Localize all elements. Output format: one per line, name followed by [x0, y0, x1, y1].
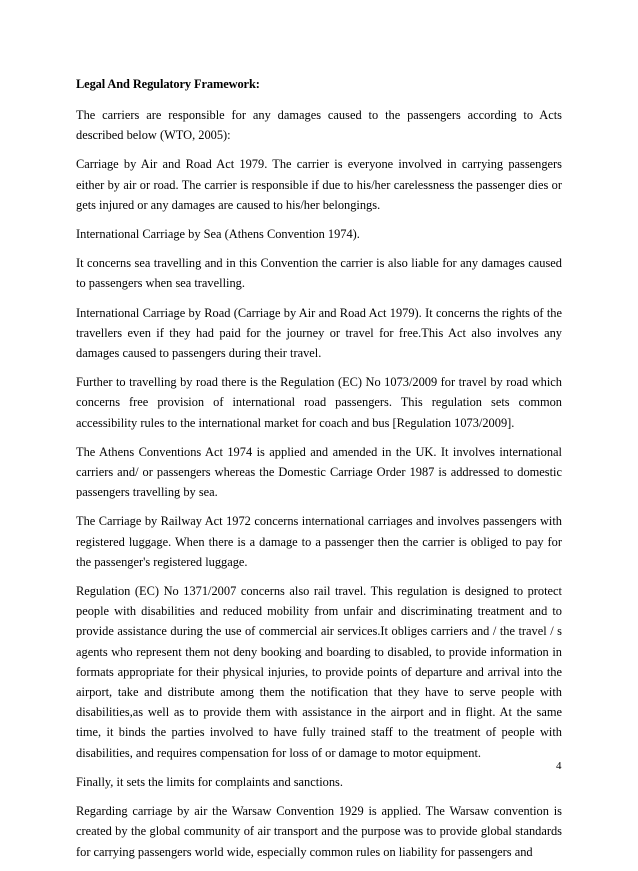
paragraph-finally: Finally, it sets the limits for complaints and sanctions.	[76, 774, 343, 789]
paragraph-road-carriage: International Carriage by Road (Carriage by Air and Road Act 1979). It concerns the rights of the travellers even if they had paid for the journey or travel for free.This Act also involves any damages caused to passengers during their travel.	[76, 305, 562, 361]
paragraph-regulation-1371: Regulation (EC) No 1371/2007 concerns also rail travel. This regulation is designed to protect people with disabilities and reduced mobility from unfair and discriminating treatment and to provide assistance during the use of commercial air services.It obliges carriers and / the travel / s agents who represent them not deny booking and boarding to disabled, to provide information in formats appropriate for their physical injuries, to provide points of departure and arrival into the airport, take and distribute among them the notification that they have to serve people with disabilities,as well as to provide them with assistance in the airport and in flight. At the same time, it binds the parties involved to have fully trained staff to the treatment of people with disabilities, and requires compensation for loss of or damage to motor equipment.	[76, 584, 562, 760]
paragraph-sea-travel: It concerns sea travelling and in this Convention the carrier is also liable for any damages caused to passengers when sea travelling.	[76, 256, 562, 291]
paragraph-sea-title: International Carriage by Sea (Athens Convention 1974).	[76, 227, 360, 242]
paragraph-regulation-1073: Further to travelling by road there is the Regulation (EC) No 1073/2009 for travel by road which concerns free provision of international road passengers. This regulation sets common accessibility rules to the international market for coach and bus [Regulation 1073/2009].	[76, 375, 562, 430]
paragraph-athens-convention: The Athens Conventions Act 1974 is applied and amended in the UK. It involves international carriers and/ or passengers whereas the Domestic Carriage Order 1987 is addressed to domestic passengers travelling by sea.	[76, 444, 562, 500]
page-content	[76, 74, 562, 871]
page-number: 4	[556, 760, 562, 772]
section-heading: Legal And Regulatory Framework:	[76, 77, 260, 91]
paragraph-intro: The carriers are responsible for any damages caused to the passengers according to Acts described below (WTO, 2005):	[76, 108, 562, 143]
paragraph-air-road-act: Carriage by Air and Road Act 1979. The carrier is everyone involved in carrying passengers either by air or road. The carrier is responsible if due to his/her carelessness the passenger dies or gets injured or any damages are caused to his/her belongings.	[76, 157, 562, 212]
paragraph-warsaw-convention: Regarding carriage by air the Warsaw Convention 1929 is applied. The Warsaw convention is created by the global community of air transport and the purpose was to provide global standards for carrying passengers world wide, especially common rules on liability for passengers and	[76, 804, 562, 859]
paragraph-railway-act: The Carriage by Railway Act 1972 concerns international carriages and involves passengers with registered luggage. When there is a damage to a passenger then the carrier is obliged to pay for the passenger's registered luggage.	[76, 514, 562, 569]
